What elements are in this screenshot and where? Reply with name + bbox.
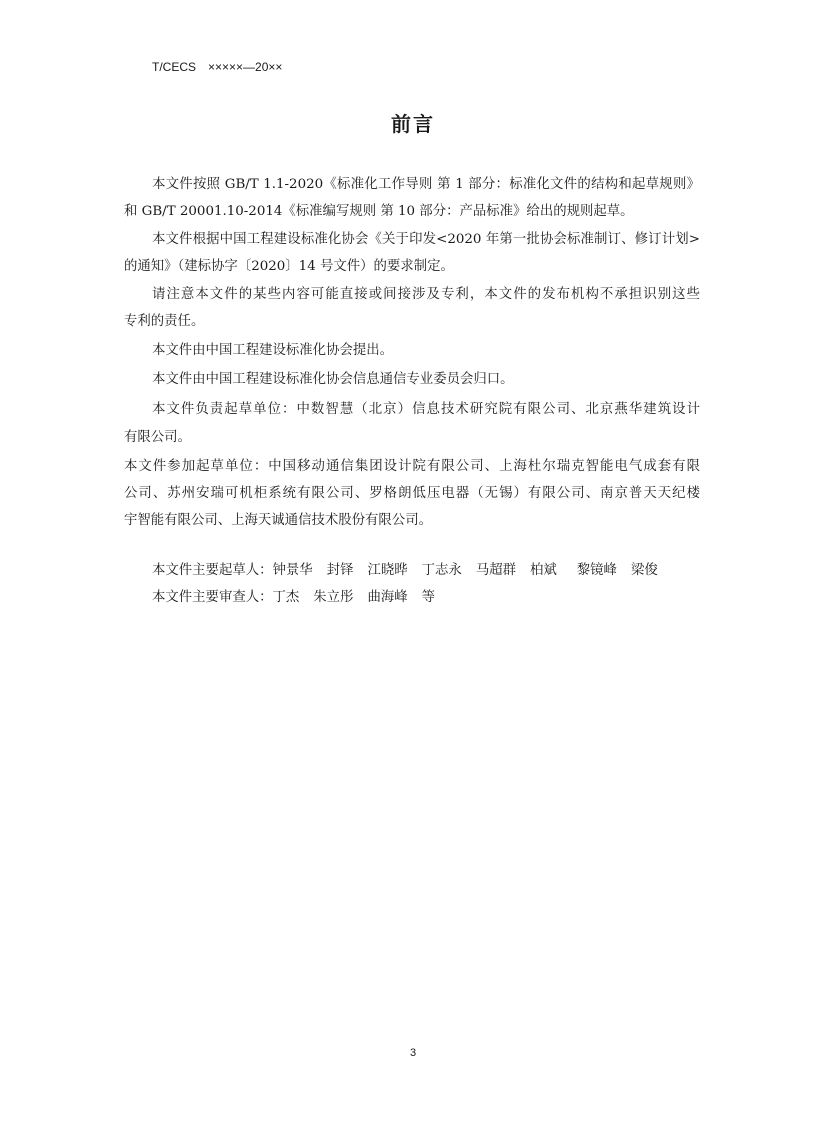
drafter-name: 柏斌 — [529, 563, 557, 578]
paragraph-1-line-1: 本文件按照 GB/T 1.1-2020《标准化工作导则 第 1 部分：标准化文件的结构和起草规则》 — [152, 177, 700, 192]
paragraph-7-line-2: 公司、苏州安瑞可机柜系统有限公司、罗格朗低压电器（无锡）有限公司、南京普天天纪楼 — [124, 486, 700, 501]
document-header — [152, 60, 282, 74]
drafter-name: 黎镜峰 — [576, 563, 617, 578]
drafter-name: 钟景华 — [272, 563, 313, 578]
paragraph-1-line-2: 和 GB/T 20001.10-2014《标准编写规则 第 10 部分：产品标准》给出的规则起草。 — [124, 204, 634, 219]
paragraph-7-line-3: 宇智能有限公司、上海天诚通信技术股份有限公司。 — [124, 513, 432, 528]
reviewer-name: 朱立彤 — [313, 590, 354, 605]
drafter-name: 丁志永 — [421, 563, 462, 578]
paragraph-4: 本文件由中国工程建设标准化协会提出。 — [152, 343, 394, 358]
drafters-label: 本文件主要起草人： — [152, 563, 273, 578]
paragraph-6-line-1: 本文件负责起草单位：中数智慧（北京）信息技术研究院有限公司、北京燕华建筑设计 — [152, 402, 700, 417]
paragraph-6-line-2: 有限公司。 — [124, 430, 191, 445]
paragraph-3-line-1: 请注意本文件的某些内容可能直接或间接涉及专利，本文件的发布机构不承担识别这些 — [152, 287, 700, 302]
page-number: 3 — [409, 1047, 417, 1059]
drafter-name: 马超群 — [475, 563, 516, 578]
paragraph-3-line-2: 专利的责任。 — [124, 314, 205, 329]
reviewer-name: 曲海峰 — [367, 590, 408, 605]
reviewers-label: 本文件主要审查人： — [152, 590, 273, 605]
paragraph-7-line-1: 本文件参加起草单位：中国移动通信集团设计院有限公司、上海杜尔瑞克智能电气成套有限 — [124, 459, 700, 474]
drafter-name: 江晓晔 — [367, 563, 408, 578]
drafter-name: 梁俊 — [630, 563, 658, 578]
reviewers-list — [152, 588, 435, 608]
paragraph-2-line-2: 的通知》（建标协字〔2020〕14 号文件）的要求制定。 — [124, 259, 454, 274]
standard-code: ×××××—20×× — [208, 60, 283, 74]
drafter-name: 封铎 — [326, 563, 354, 578]
paragraph-5: 本文件由中国工程建设标准化协会信息通信专业委员会归口。 — [152, 372, 514, 387]
page-title: 前言 — [391, 112, 435, 136]
paragraph-2-line-1: 本文件根据中国工程建设标准化协会《关于印发<2020 年第一批协会标准制订、修订计划> — [152, 232, 700, 247]
reviewer-name: 丁杰 — [272, 590, 300, 605]
drafters-list — [152, 561, 658, 581]
standard-org: T/CECS — [152, 60, 197, 74]
reviewer-name: 等 — [421, 590, 436, 605]
